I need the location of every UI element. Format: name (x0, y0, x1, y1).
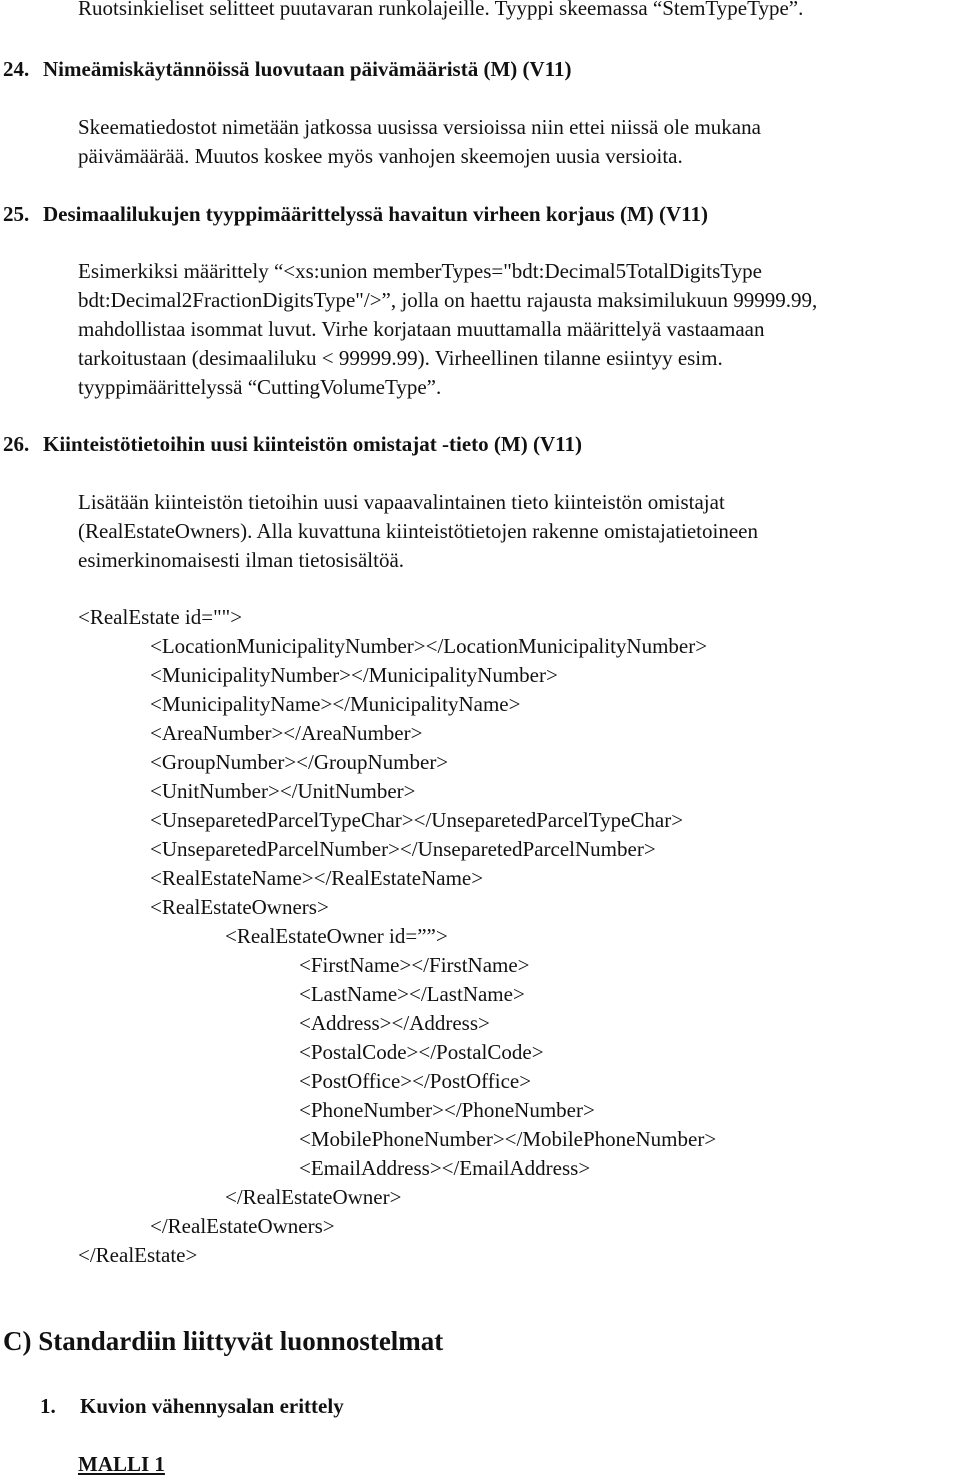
section-c-heading: C) Standardiin liittyvät luonnostelmat (3, 1326, 444, 1356)
section-24-text-line-2: päivämäärää. Muutos koskee myös vanhojen skeemojen uusia versioita. (78, 144, 683, 168)
xml-line: <MunicipalityName></MunicipalityName> (150, 692, 521, 716)
section-26-text-line-1: Lisätään kiinteistön tietoihin uusi vapaavalintainen tieto kiinteistön omistajat (78, 490, 725, 514)
section-26-text-line-2: (RealEstateOwners). Alla kuvattuna kiinteistötietojen rakenne omistajatietoineen (78, 519, 758, 543)
xml-line: <RealEstateName></RealEstateName> (150, 866, 484, 890)
item-1-heading (40, 1392, 344, 1420)
section-26-heading (3, 430, 582, 458)
xml-line: </RealEstateOwners> (150, 1214, 335, 1238)
section-25-text-line-4: tarkoitustaan (desimaaliluku < 99999.99). Virheellinen tilanne esiintyy esim. (78, 346, 723, 370)
xml-line: <Address></Address> (299, 1011, 490, 1035)
xml-line: <AreaNumber></AreaNumber> (150, 721, 423, 745)
item-1-number: 1. (40, 1394, 56, 1418)
xml-line: </RealEstate> (78, 1243, 198, 1267)
section-25-title: Desimaalilukujen tyyppimäärittelyssä havaitun virheen korjaus (M) (V11) (43, 202, 709, 226)
xml-line: <GroupNumber></GroupNumber> (150, 750, 449, 774)
xml-line: <FirstName></FirstName> (299, 953, 530, 977)
xml-line: <LastName></LastName> (299, 982, 525, 1006)
section-24-text-line-1: Skeematiedostot nimetään jatkossa uusissa versioissa niin ettei niissä ole mukana (78, 115, 761, 139)
xml-line: <UnitNumber></UnitNumber> (150, 779, 416, 803)
intro-line: Ruotsinkieliset selitteet puutavaran runkolajeille. Tyyppi skeemassa “StemTypeType”. (78, 0, 804, 20)
xml-line: <RealEstate id=""> (78, 605, 243, 629)
xml-line: <MunicipalityNumber></MunicipalityNumber> (150, 663, 558, 687)
xml-line: <RealEstateOwners> (150, 895, 329, 919)
malli-1-label: MALLI 1 (78, 1452, 165, 1476)
xml-line: <PostalCode></PostalCode> (299, 1040, 544, 1064)
section-25-text-line-2: bdt:Decimal2FractionDigitsType"/>”, jolla on haettu rajausta maksimilukuun 99999.99, (78, 288, 818, 312)
xml-line: </RealEstateOwner> (225, 1185, 402, 1209)
section-26-title: Kiinteistötietoihin uusi kiinteistön omistajat -tieto (M) (V11) (43, 432, 582, 456)
xml-line: <EmailAddress></EmailAddress> (299, 1156, 591, 1180)
section-26-text-line-3: esimerkinomaisesti ilman tietosisältöä. (78, 548, 405, 572)
xml-line: <PhoneNumber></PhoneNumber> (299, 1098, 595, 1122)
section-25-text-line-5: tyyppimäärittelyssä “CuttingVolumeType”. (78, 375, 442, 399)
xml-line: <PostOffice></PostOffice> (299, 1069, 532, 1093)
item-1-title: Kuvion vähennysalan erittely (80, 1394, 344, 1418)
section-25-text-line-1: Esimerkiksi määrittely “<xs:union memberTypes="bdt:Decimal5TotalDigitsType (78, 259, 762, 283)
xml-line: <MobilePhoneNumber></MobilePhoneNumber> (299, 1127, 717, 1151)
section-24-number: 24. (3, 57, 30, 81)
section-24-heading (3, 55, 572, 83)
section-25-number: 25. (3, 202, 30, 226)
section-24-title: Nimeämiskäytännöissä luovutaan päivämääristä (M) (V11) (43, 57, 572, 81)
xml-line: <UnseparetedParcelTypeChar></UnseparetedParcelTypeChar> (150, 808, 684, 832)
xml-line: <LocationMunicipalityNumber></LocationMunicipalityNumber> (150, 634, 708, 658)
section-26-number: 26. (3, 432, 30, 456)
section-25-text-line-3: mahdollistaa isommat luvut. Virhe korjataan muuttamalla määrittelyä vastaamaan (78, 317, 765, 341)
xml-line: <RealEstateOwner id=””> (225, 924, 448, 948)
section-25-heading (3, 200, 708, 228)
xml-line: <UnseparetedParcelNumber></UnseparetedParcelNumber> (150, 837, 656, 861)
